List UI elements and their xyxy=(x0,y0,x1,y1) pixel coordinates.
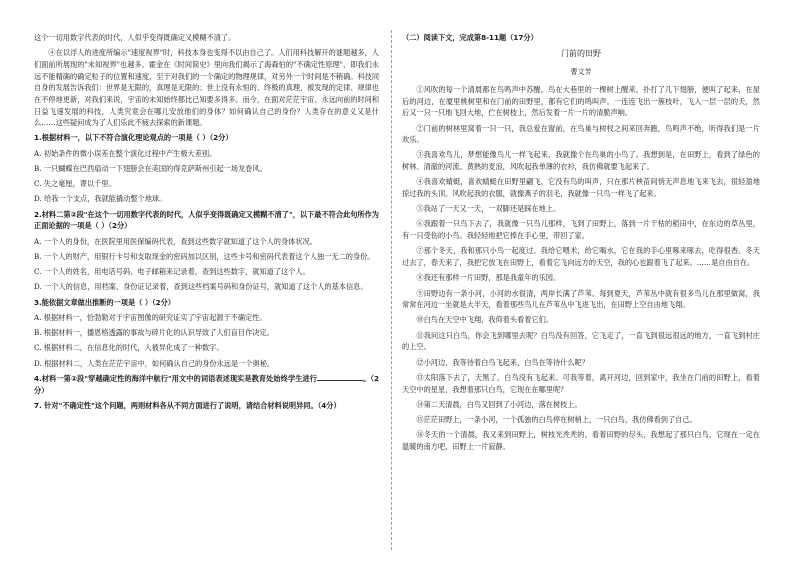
option-2a: A. 一个人的身份，在医院里用医保编码代表，查到这些数字就知道了这个人的身体状况。 xyxy=(34,236,317,246)
option-1a: A. 初始条件的微小误差在整个演化过程中产生极大差别。 xyxy=(34,148,217,158)
article-body xyxy=(402,84,760,453)
article-paragraph: ⑮茫茫田野上，一条小河，一个孤独的白鸟停在树梢上，一只白鸟，我仿佛看到了自己。 xyxy=(416,415,697,424)
option-3d: D. 根据材料二，人类在茫茫宇宙中，如何确认自己的身份永远是一个奥秘。 xyxy=(34,358,275,368)
article-paragraph: ④我喜欢蜻蜓，喜欢蜻蜓在田野里翩飞，它没有鸟的叫声，只在那片秧苗间悄无声息地飞来飞去，很轻盈地掠过我的头顶。风吹起我的衣服，就像燕子的羽毛，我就像一只鸟一样飞了起来。 xyxy=(402,177,760,198)
paragraph: ④在以浮人的进度所编示"速度视界"时，科技本身也变得不以由自己了。人们用科技解开的谜题越多，人们面前所展现的"未知视界"也越多。霍金在《时间简史》里向我们揭示了海森伯的"不确定性原理"，即我们永远不能精确的确定粒子的位置和速度，至于对我们的一个确定的物理规律，对另外一个时间是不稍确。科技同自身的发展告诉我们：世界是无限的，真理是无限的；世上没有永恒的、终极的真理，被发现的定律、规律也在不停地更新，对我们来说，宇宙的未知始终都比已知要多得多。而今，在面对茫茫宇宙、永远向前的时间和日益飞速发展的科技，人类究竟会在哪儿安放他们的身体？如何确认自己的身份？人类存在的意义又是什么……这些疑问成为了人们乐此不疲去探索的新课题。 xyxy=(34,48,380,128)
article-author: 曹文芳 xyxy=(570,67,592,76)
right-column xyxy=(402,32,760,456)
article-paragraph: ⑧我还有那样一片田野，那是我童年的乐园。 xyxy=(416,273,561,283)
option-3c: C. 根据材料二，在信息化的时代，人被异化成了一种数字。 xyxy=(34,343,224,353)
option-3a: A. 根据材料一，恰勃勒对于宇宙图像的研究证实了宇宙起源于不确定性。 xyxy=(34,312,267,322)
question-1: 1.根据材料一，以下不符合演化理论观点的一项是（ ）（2分） xyxy=(34,133,233,143)
article-paragraph: ⑤我站了一天又一天，一双脚还是踩在地上。 xyxy=(416,204,561,214)
article-paragraph: ⑥我跟着一只鸟下去了，我就像一只鸟儿那样，飞到了田野上，落到一片干枯的稻田中，在东边的草丛里，有一只受伤的小鸟。我轻轻地把它捧在手心里，带回了家。 xyxy=(402,219,760,241)
answer-blank[interactable] xyxy=(317,373,363,381)
option-1b: B. 一只蝴蝶在巴西扇动一下翅膀会在美国的得克萨斯州引起一场龙卷风。 xyxy=(34,163,267,173)
option-3b: B. 根据材料一，播恩格透露的事故与碎片化的认识导致了人们盲目作决定。 xyxy=(34,328,274,338)
article-paragraph: ⑪我问这只白鸟，你会飞到哪里去呢？白鸟没有回答，它飞走了，一直飞到很远很远的地方，一直飞到村庄的上空。 xyxy=(402,330,760,352)
article-paragraph: ⑦那个冬天，我和那只小鸟一起度过。我给它喂米，给它喝水，它在我的手心里啄来啄去，吃得很香。冬天过去了，春天来了，我把它放飞在田野上，看着它飞向远方的天空，我的心也跟着飞了起来。……是自由自在。 xyxy=(402,246,760,268)
option-1c: C. 失之毫厘，谬以千里。 xyxy=(34,179,116,189)
paragraph: 这个一切用数字代表的时代，人似乎变得既确定又模糊不清了。 xyxy=(34,33,236,42)
question-4-text: 4.材料一第②段"穿越确定性的海洋中航行"用文中的词语表述现实是教育处始终学生进行 xyxy=(34,373,317,383)
article-paragraph: ⑫小河边，我等待着白鸟飞起来，白鸟在等待什么呢？ xyxy=(416,357,589,367)
article-paragraph: ⑨田野边有一条小河，小河的水很清，两岸长满了芦苇。每到夏天，芦苇丛中就有很多鸟儿在那里做窝，我常常在河边一坐就是大半天，看着那些鸟儿在芦苇丛中飞进飞出，在田野上空自由地飞翔。 xyxy=(402,288,760,310)
article-paragraph: ⑭第二天清晨，白鸟又回到了小河边，落在树枝上。 xyxy=(416,399,582,409)
option-2c: C. 一个人的姓名，用电话号码、电子邮箱来记录着，查到这些数字，就知道了这个人。 xyxy=(34,267,310,277)
option-1d: D. 给我一个支点，我就能撬动整个地球。 xyxy=(34,194,167,204)
article-paragraph: ①风吹的每一个清晨都在鸟鸣声中苏醒。鸟在大巷里的一棵树上醒来，扑打了几下翅膀，便叫了起来，在屋后的河边，在厦里桃树里和在门前的田野里，都有它们的鸣叫声。一连连飞出一簇枝叶，飞入一层一层的天，然后又一只一只地飞回大地，伫在树枝上，然后发着一片一片的清脆声响。 xyxy=(402,84,760,118)
article-paragraph: ⑬太阳落下去了，天黑了，白鸟没有飞起来。可我等着，离开河边，回到家中，我坐在门前的田野上，看着天空中的星星，我想着那只白鸟，它现在在哪里呢？ xyxy=(402,372,760,394)
article-paragraph: ③我喜欢鸟儿，梦想能像鸟儿一样飞起来，我就像个在鸟巢的小鸟了。我想到是，在田野上，看到了绿色的树林、清澈的河流、黄熟的麦浪，风吹起我单薄的衣衫，我仿佛就要飞起来了。 xyxy=(402,150,760,172)
option-2d: D. 一个人的信息，用档案、身份证记录着，查到这些档案号码和身份证号，就知道了这个人的基本信息。 xyxy=(34,282,368,292)
section-heading: （二）阅读下文，完成第8-11题（17分） xyxy=(402,33,538,42)
column-divider xyxy=(391,30,392,550)
article-title: 门前的田野 xyxy=(561,48,601,58)
option-2b: B. 一个人的财产，用银行卡号和支取现金的密码加以区别，这些卡号和密码代表着这个人独一无二的身份。 xyxy=(34,251,375,261)
question-3: 3.能依据文章做出推断的一项是（ ）（2分） xyxy=(34,297,176,307)
left-column xyxy=(34,32,379,415)
article-paragraph: ⑩白鸟在天空中飞翔，我仰着头看着它们。 xyxy=(416,315,553,325)
article-paragraph: ②门前的树林里窝着一只一只，我总爱在窗前，在鸟巢与树杈之间来回奔跑，鸟鸣声不绝，听得我们是一片欢乐。 xyxy=(402,123,760,145)
question-4-score: 。（2分） xyxy=(34,373,379,395)
question-4 xyxy=(34,373,379,396)
question-7: 7. 针对"不确定性"这个问题，两则材料各从不同方面进行了说明，请结合材料说明异同。（4分） xyxy=(34,400,341,410)
article-paragraph: ⑯冬天的一个清晨，我又来到田野上，树枝光秃秃的，看着田野的尽头，我想起了那只白鸟，它现在一定在温暖的南方吧，田野上一片寂静。 xyxy=(402,430,760,451)
question-2: 2.材料二第②段"在这个一切用数字代表的时代，人似乎变得既确定又模糊不清了"，以下最不符合此句所作为正面论据的一项是（ ）（2分） xyxy=(34,209,379,231)
